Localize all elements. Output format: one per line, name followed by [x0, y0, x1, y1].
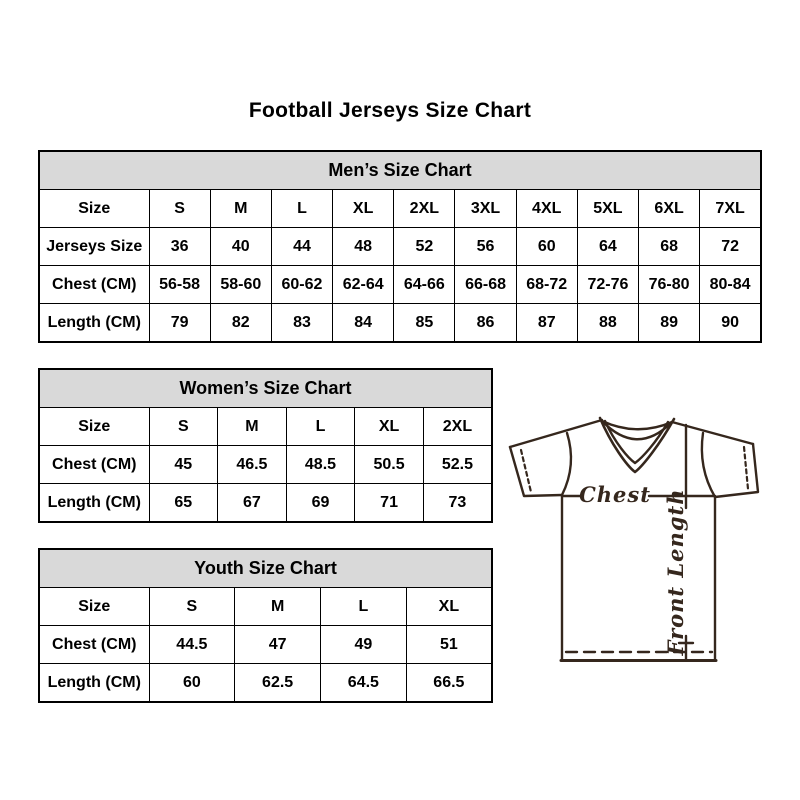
value-cell: 58-60	[210, 266, 271, 304]
row-label-cell: Size	[39, 190, 149, 228]
value-cell: 72-76	[577, 266, 638, 304]
value-cell: 64	[577, 228, 638, 266]
value-cell: 67	[218, 484, 287, 523]
table-row	[39, 304, 761, 343]
value-cell: 80-84	[700, 266, 761, 304]
value-cell: 71	[355, 484, 424, 523]
value-cell: 73	[423, 484, 492, 523]
value-cell: 48	[333, 228, 394, 266]
jersey-right-cuff-stitch	[744, 447, 748, 489]
table-header-womens: Women’s Size Chart	[39, 369, 492, 408]
jersey-illustration	[500, 398, 780, 683]
value-cell: 68-72	[516, 266, 577, 304]
row-label-cell: Length (CM)	[39, 304, 149, 343]
row-label-cell: Size	[39, 588, 149, 626]
value-cell: M	[235, 588, 321, 626]
row-label-cell: Chest (CM)	[39, 626, 149, 664]
table-row	[39, 408, 492, 446]
youth-size-table	[38, 548, 493, 703]
value-cell: XL	[355, 408, 424, 446]
value-cell: 90	[700, 304, 761, 343]
value-cell: 88	[577, 304, 638, 343]
value-cell: L	[321, 588, 407, 626]
value-cell: 89	[639, 304, 700, 343]
jersey-right-shoulder	[672, 422, 753, 444]
value-cell: 68	[639, 228, 700, 266]
value-cell: 85	[394, 304, 455, 343]
value-cell: 7XL	[700, 190, 761, 228]
value-cell: 52	[394, 228, 455, 266]
womens-size-table	[38, 368, 493, 523]
value-cell: 5XL	[577, 190, 638, 228]
table-row	[39, 228, 761, 266]
value-cell: S	[149, 408, 218, 446]
front-length-label: Front Length	[663, 488, 688, 656]
value-cell: 69	[286, 484, 355, 523]
value-cell: 79	[149, 304, 210, 343]
table-row	[39, 484, 492, 523]
jersey-left-shoulder	[510, 420, 602, 447]
value-cell: 2XL	[394, 190, 455, 228]
jersey-left-cuff-stitch	[521, 450, 531, 492]
value-cell: 86	[455, 304, 516, 343]
mens-size-table	[38, 150, 762, 343]
value-cell: 51	[406, 626, 492, 664]
value-cell: 84	[333, 304, 394, 343]
value-cell: 62-64	[333, 266, 394, 304]
value-cell: 87	[516, 304, 577, 343]
value-cell: 3XL	[455, 190, 516, 228]
table-header-mens: Men’s Size Chart	[39, 151, 761, 190]
value-cell: 72	[700, 228, 761, 266]
row-label-cell: Length (CM)	[39, 484, 149, 523]
table-row	[39, 266, 761, 304]
value-cell: 36	[149, 228, 210, 266]
value-cell: M	[218, 408, 287, 446]
value-cell: 2XL	[423, 408, 492, 446]
value-cell: 50.5	[355, 446, 424, 484]
table-header-youth: Youth Size Chart	[39, 549, 492, 588]
value-cell: 44	[271, 228, 332, 266]
row-label-cell: Jerseys Size	[39, 228, 149, 266]
value-cell: 66.5	[406, 664, 492, 703]
value-cell: 47	[235, 626, 321, 664]
jersey-left-armhole-seam	[562, 433, 571, 495]
value-cell: 52.5	[423, 446, 492, 484]
value-cell: S	[149, 190, 210, 228]
value-cell: 65	[149, 484, 218, 523]
value-cell: 56	[455, 228, 516, 266]
value-cell: L	[271, 190, 332, 228]
jersey-right-armhole-seam	[702, 433, 715, 497]
table-row	[39, 190, 761, 228]
value-cell: 45	[149, 446, 218, 484]
value-cell: 4XL	[516, 190, 577, 228]
row-label-cell: Chest (CM)	[39, 446, 149, 484]
value-cell: 56-58	[149, 266, 210, 304]
jersey-right-sleeve	[715, 444, 758, 497]
value-cell: 76-80	[639, 266, 700, 304]
value-cell: 48.5	[286, 446, 355, 484]
jersey-diagram	[500, 398, 780, 683]
value-cell: 64-66	[394, 266, 455, 304]
table-row	[39, 626, 492, 664]
value-cell: 60	[149, 664, 235, 703]
value-cell: 44.5	[149, 626, 235, 664]
value-cell: 64.5	[321, 664, 407, 703]
jersey-collar-back-arc	[602, 421, 672, 429]
row-label-cell: Chest (CM)	[39, 266, 149, 304]
table-row	[39, 664, 492, 703]
value-cell: 60-62	[271, 266, 332, 304]
value-cell: 40	[210, 228, 271, 266]
value-cell: 62.5	[235, 664, 321, 703]
value-cell: 49	[321, 626, 407, 664]
value-cell: XL	[406, 588, 492, 626]
table-row	[39, 588, 492, 626]
value-cell: 66-68	[455, 266, 516, 304]
jersey-left-sleeve	[510, 447, 562, 496]
value-cell: S	[149, 588, 235, 626]
chest-label: Chest	[579, 482, 651, 507]
value-cell: 60	[516, 228, 577, 266]
value-cell: 82	[210, 304, 271, 343]
value-cell: 83	[271, 304, 332, 343]
value-cell: 6XL	[639, 190, 700, 228]
value-cell: M	[210, 190, 271, 228]
row-label-cell: Size	[39, 408, 149, 446]
value-cell: 46.5	[218, 446, 287, 484]
page-title: Football Jerseys Size Chart	[248, 99, 532, 122]
value-cell: L	[286, 408, 355, 446]
table-row	[39, 446, 492, 484]
row-label-cell: Length (CM)	[39, 664, 149, 703]
value-cell: XL	[333, 190, 394, 228]
